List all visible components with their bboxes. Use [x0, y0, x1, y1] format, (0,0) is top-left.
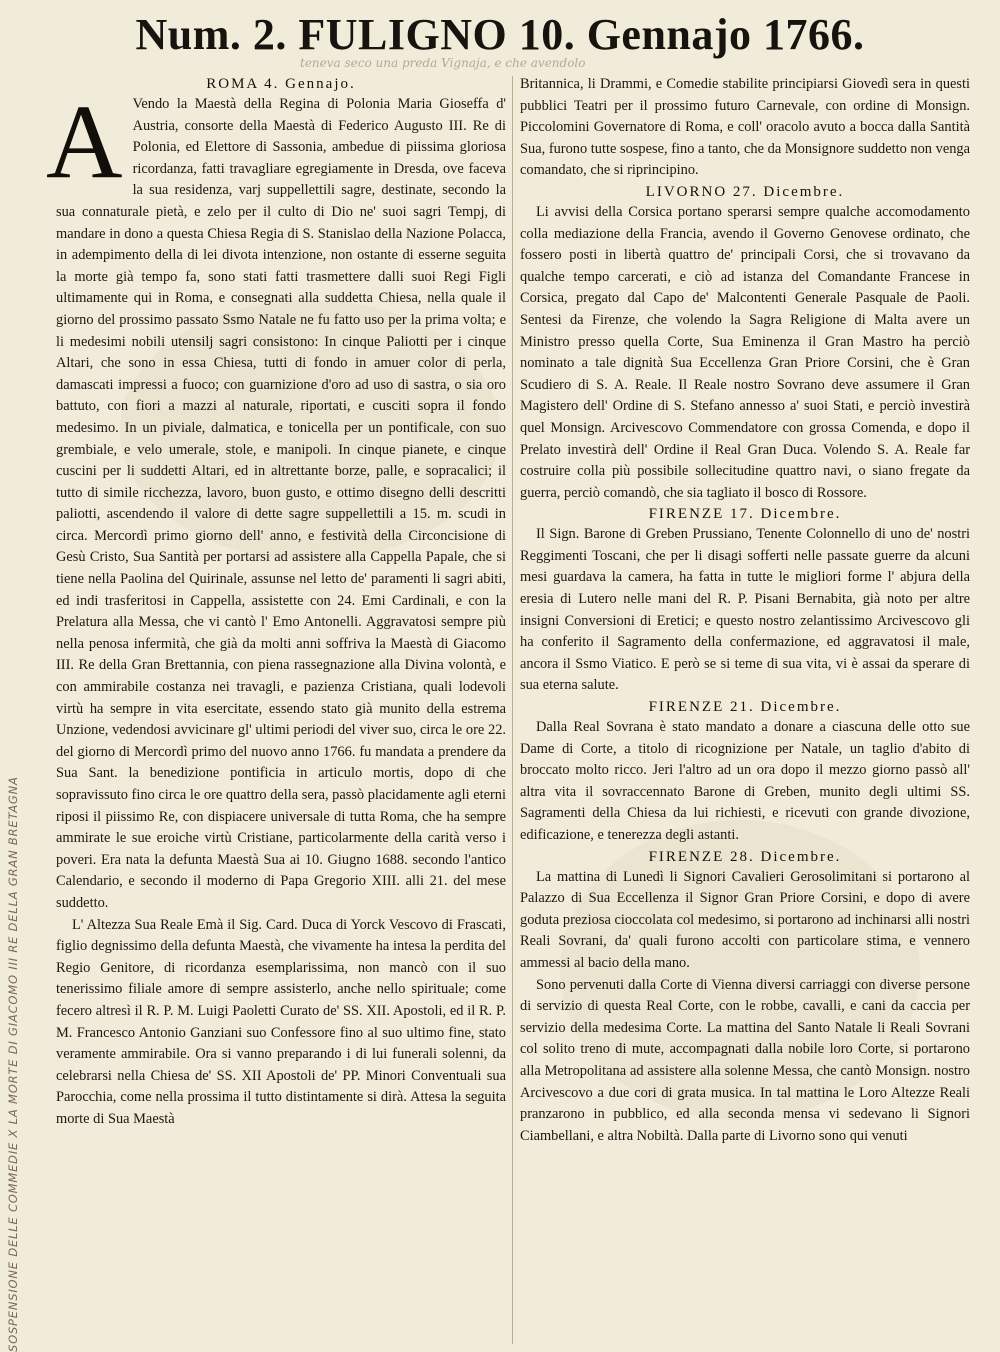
article-continuation: Britannica, li Drammi, e Comedie stabilite principiarsi Giovedì sera in questi pubblici Teatri per il prossimo futuro Carnevale, con ordine di Monsign. Piccolomini Governatore di Roma, e coll' oracolo avuto a bocca dalla Santità Sua, furono tutte sospese, fino a tanto, che da Monsignore suddetto non venga comandato, che si riprincipino. — [520, 76, 970, 179]
masthead-title: Num. 2. FULIGNO 10. Gennajo 1766. — [135, 10, 865, 59]
article-paragraph: Vendo la Maestà della Regina di Polonia Maria Gioseffa d' Austria, consorte della Maestà di Federico Augusto III. Re di Polonia, ed Elettore di Sassonia, ambedue di piissima gloriosa ricordanza, fatti travagliare egregiamente in Dresda, ove faceva la sua residenza, varj suppellettili sagre, destinate, secondo la sua connaturale pietà, e zelo per il culto di Dio ne' suoi sagri Tempj, di mandare in dono a questa Chiesa Regia di S. Stanislao della Nazione Polacca, in adempimento della di lei divota intenzione, non ostante di esserne seguita la morte già tempo fa, sono stati fatti trasmettere dalli suoi Regi Figli ultimamente qui in Roma, e consegnati alla suddetta Chiesa, nella quale il giorno del prossimo passato Ssmo Natale ne fu fatto uso per la prima volta; e li medesimi nobili utensilj sagri consistono: In cinque Paliotti per i cinque Altari, che sono in essa Chiesa, tutti di fondo in amuer color di perla, damascati impressi a fuoco; con guarnizione d'oro ad uso di sastra, o sia oro battuto, con fiori a mazzi al naturale, riportati, e cusciti sopra il fondo medesimo. In un piviale, dalmatica, e tonicella per un pontificale, con suo grembiale, e velo umerale, stole, e manipoli. In cinque pianete, e cinque cuscini per li suddetti Altari, ed in altrettante borze, palle, e sopracalici; il tutto di simile ricchezza, lavoro, buon gusto, e ottimo disegno delli descritti paliotti, ascendendo il valore di dette sagre suppellettili a 15. m. scudi in circa. Mercordì primo giorno dell' anno, e festività della Circoncisione di Gesù Cristo, Sua Santità per portarsi ad assistere alla Cappella Papale, che si tiene nella Paolina del Quirinale, assunse nel letto de' paramenti li sagri abiti, ed indi trasferitosi in Cappella, assistette con 24. Emi Cardinali, e con la Prelatura alla Messa, che vi cantò l' Emo Antonelli. Aggravatosi sempre più nella penosa infermità, che già da molti anni soffriva la Maestà di Giacomo III. Re della Gran Brettannia, con piena rassegnazione alla Divina volontà, e con ammirabile costanza nei travagli, e pazienza Cristiana, quali lodevoli virtù ha sempre in vita esercitate, essendo stato già munito della estrema Unzione, vedendosi avvicinare gl' ultimi periodi del viver suo, circa le ore 22. del giorno di Mercordì primo del nuovo anno 1766. fu mandata a prendere da Sua Sant. la benedizione pontificia in articulo mortis, dopo di che sopravissuto fino circa le ore quattro della sera, passò placidamente agli eterni riposi il piissimo Re, con dispiacere universale di tutta Roma, che ha sempre ammirate le sue eroiche virtù Cristiane, particolarmente della carità verso i poveri. Era nata la defunta Maestà Sua ai 10. Giugno 1688. secondo l'antico Calendario, e secondo il moderno di Papa Gregorio XIII. alli 21. del mese suddetto. — [56, 96, 506, 911]
right-column — [520, 74, 970, 1346]
article-paragraph: Dalla Real Sovrana è stato mandato a donare a ciascuna delle otto sue Dame di Corte, a titolo di ricognizione per Natale, un taglio d'abito di broccato molto ricco. Jeri l'altro ad un ora dopo il mezzo giorno passò all' altra vita il sovraccennato Barone di Greben, munito degli ultimi SS. Sagramenti della Chiesa da lui richiesti, e ricevuti con grande divozione, edificazione, e tenerezza degli astanti. — [520, 719, 970, 843]
article-paragraph: Li avvisi della Corsica portano sperarsi sempre qualche accomodamento colla mediazione della Francia, avendo il Governo Genovese ordinato, che fossero posti in libertà quattro de' principali Corsi, che si trovavano da qualche tempo carcerati, e ciò ad istanza del Comandante Francese in Corsica, pregato dal Capo de' Malcontenti Generale Pasquale de Paoli. Sentesi da Firenze, che volendo la Sagra Religione di Malta avere un Ministro presso quella Corte, Sua Eminenza il Gran Mastro ha perciò nominato a tale dignità Sua Eccellenza Gran Priore Corsini, che è Gran Scudiero di S. A. Reale. Il Reale nostro Sovrano deve assumere il Gran Magistero dell' Ordine di S. Stefano annesso a' suoi Stati, e perciò investirà quel Monsign. Arcivescovo Commendatore con grossa Comenda, e dopo il Prelato investirà dell' Ordine il Real Gran Duca. Volendo S. A. Reale far costruire colla più possibile sollecitudine quattro navi, o siano fregate da guerra, perciò comandò, che sia tagliato il bosco di Rossore. — [520, 203, 970, 501]
article-paragraph: La mattina di Lunedì li Signori Cavalieri Gerosolimitani si portarono al Palazzo di Sua Eccellenza il Signor Gran Priore Corsini, e dopo di avere goduta preziosa cioccolata col medesimo, si portarono ad inchinarsi alli nostri Reali Sovrani, da' quali furono accolti con particolare stima, e vennero ammessi al bacio della mano. — [520, 868, 970, 971]
dateline-livorno: LIVORNO 27. Dicembre. — [645, 183, 845, 200]
column-divider — [512, 76, 513, 1344]
article-paragraph: Il Sign. Barone di Greben Prussiano, Tenente Colonnello di uno de' nostri Reggimenti Toscani, che per li disagi sofferti nelle passate guerre da alcuni mesi guardava la camera, ha fatta in tutte le migliori forme l' abjura della eresia di Lutero nelle mani del R. P. Pisani Bernabita, già noto per altre insigni Conversioni di Eretici; e questo nostro zelantissimo Arcivescovo gli ha conferito il Sagramento della confermazione, ed aggravatosi il male, ancora il Ssmo Viatico. E però se si teme di sua vita, vi è assai da sperare di sua eterna salute. — [520, 526, 970, 694]
handwritten-margin-note — [2, 776, 32, 1352]
drop-cap: A — [46, 83, 123, 200]
dateline-firenze-21: FIRENZE 21. Dicembre. — [648, 699, 842, 716]
dateline-roma: ROMA 4. Gennajo. — [206, 76, 356, 92]
dateline-firenze-28: FIRENZE 28. Dicembre. — [648, 848, 842, 865]
article-paragraph: Sono pervenuti dalla Corte di Vienna diversi carriaggi con diverse persone di servizio di questa Real Corte, con le robbe, cavalli, e cani da caccia per servizio della medesima Corte. La mattina del Santo Natale li Reali Sovrani col solito treno di mute, accompagnati dalla nobile loro Corte, si portarono alla Metropolitana ad assistere alla solenne Messa, che cantò Monsign. nostro Arcivescovo a due cori di grata musica. In tal mattina le Loro Altezze Reali pranzarono in pubblico, ed alla seconda mensa vi sedevano li Signori Ciambellani, e altra Nobiltà. Dalla parte di Livorno sono qui venuti — [520, 976, 970, 1144]
bleed-through-text: teneva seco una preda Vignaja, e che avendolo — [300, 56, 586, 70]
article-paragraph: L' Altezza Sua Reale Emà il Sig. Card. Duca di Yorck Vescovo di Frascati, figlio degnissimo della defunta Maestà, che vivamente ha intesa la perdita del Regio Genitore, di ricordanza esemplarissima, non mancò con il suo tenerissimo filiale amore di sempre assisterlo, anche nello spirituale; come fecero altresì il R. P. M. Luigi Paoletti Curato de' SS. XII. Apostoli, ed il R. P. M. Francesco Antonio Ganziani suo Confessore fino al suo ultimo fine, stato veramente ammirabile. Ora si vanno preparando i di lui funerali solenni, da celebrarsi nella Chiesa de' SS. XII Apostoli de' PP. Minori Conventuali sua Parocchia, come nella prossima il tutto distintamente si dirà. Attesa la seguita morte di Sua Maestà — [56, 916, 506, 1127]
dateline-firenze-17: FIRENZE 17. Dicembre. — [648, 506, 842, 523]
margin-note-text: SOSPENSIONE DELLE COMMEDIE X LA MORTE DI GIACOMO III RE DELLA GRAN BRETAGNA — [6, 776, 20, 1352]
left-column — [46, 74, 506, 1346]
